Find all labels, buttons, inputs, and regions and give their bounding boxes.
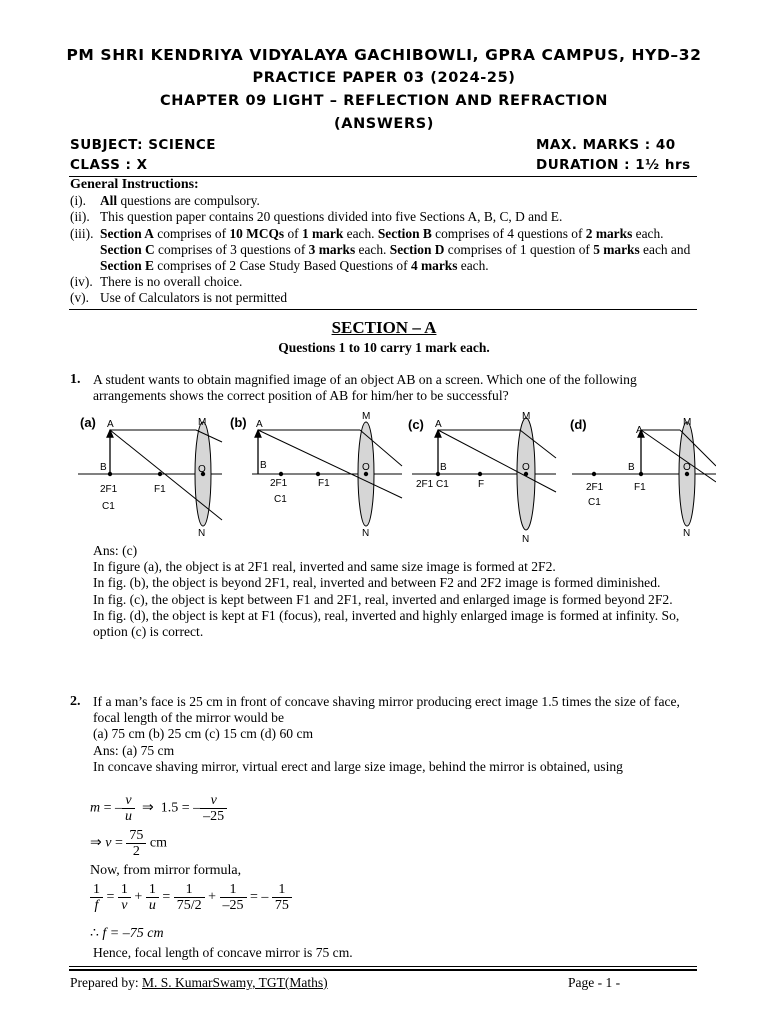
svg-text:2F1: 2F1 <box>416 479 434 490</box>
svg-text:B: B <box>628 462 635 473</box>
focal-length-result: ∴ f = –75 cm <box>90 926 164 941</box>
max-marks-label: MAX. MARKS : 40 <box>536 137 676 153</box>
duration-label: DURATION : 1½ hrs <box>536 157 691 173</box>
svg-text:N: N <box>683 528 691 539</box>
svg-text:B: B <box>260 460 267 471</box>
svg-text:N: N <box>198 528 206 539</box>
instructions-title: General Instructions: <box>70 177 199 192</box>
instruction-item: (v). Use of Calculators is not permitted <box>70 290 288 306</box>
answer-label: Ans: (c) <box>93 543 138 558</box>
explanation-line: In fig. (b), the object is beyond 2F1, real, inverted and between F2 and 2F2 image is formed diminished. <box>93 575 661 591</box>
explanation-line: In fig. (d), the object is kept at F1 (focus), real, inverted and highly enlarged image is formed at infinity. So, option (c) is correct. <box>93 607 680 640</box>
label-c: (c) <box>408 417 424 432</box>
image-distance-formula: ⇒ v = $\frac{75}{2}$ cm <box>90 828 167 859</box>
mirror-formula: $\frac{1}{f}$ = $\frac{1}{v}$ + $\frac{1}{u}$ = $\frac{1}{75/2}$ + $\frac{1}{-25}$ = – $\frac{1}{75}$ <box>90 882 292 913</box>
svg-text:B: B <box>100 462 107 473</box>
svg-text:C1: C1 <box>274 494 287 505</box>
answers-label: (ANSWERS) <box>334 116 434 132</box>
label-b: (b) <box>230 415 247 430</box>
svg-text:2F1: 2F1 <box>100 484 118 495</box>
svg-text:C1: C1 <box>436 479 449 490</box>
svg-text:A: A <box>435 419 442 430</box>
svg-text:B: B <box>440 462 447 473</box>
svg-text:N: N <box>522 534 530 544</box>
paper-title: PRACTICE PAPER 03 (2024-25) <box>252 70 516 86</box>
school-name: PM SHRI KENDRIYA VIDYALAYA GACHIBOWLI, GPRA CAMPUS, HYD–32 <box>66 46 702 64</box>
mirror-formula-label: Now, from mirror formula, <box>90 863 242 878</box>
footer-rule-thick <box>69 969 697 971</box>
chapter-title: CHAPTER 09 LIGHT – REFLECTION AND REFRACTION <box>160 93 608 109</box>
svg-text:N: N <box>362 528 370 539</box>
svg-text:M: M <box>362 411 371 422</box>
diagram-c <box>408 411 556 544</box>
instruction-item: (i). All questions are compulsory. <box>70 193 260 209</box>
q2-conclusion: Hence, focal length of concave mirror is 75 cm. <box>93 945 353 960</box>
svg-text:C1: C1 <box>102 501 115 512</box>
svg-text:M: M <box>522 411 531 422</box>
question-number: 2. <box>70 694 81 709</box>
magnification-formula: m = – $\frac{v}{u}$ ⇒ 1.5 = – $\frac{v}{-25}$ <box>90 793 227 824</box>
general-instructions <box>70 177 696 307</box>
instructions-divider <box>69 309 697 310</box>
question-number: 1. <box>70 372 81 387</box>
diagram-d <box>570 417 716 539</box>
svg-text:F1: F1 <box>318 478 330 489</box>
svg-text:O: O <box>522 462 530 473</box>
instruction-item: (ii). This question paper contains 20 questions divided into five Sections A, B, C, D and E. <box>70 209 563 225</box>
explanation-line: In concave shaving mirror, virtual erect and large size image, behind the mirror is obtained, using <box>93 758 623 774</box>
diagram-a <box>78 415 222 539</box>
q1-answer-block <box>93 543 683 640</box>
diagram-b <box>230 411 402 539</box>
label-d: (d) <box>570 417 587 432</box>
instruction-item: (iv). There is no overall choice. <box>70 274 243 290</box>
author-name: M. S. KumarSwamy, TGT(Maths) <box>141 975 328 990</box>
section-title: SECTION – A <box>331 318 437 337</box>
svg-text:C1: C1 <box>588 497 601 508</box>
svg-text:O: O <box>362 462 370 473</box>
svg-text:2F1: 2F1 <box>270 478 288 489</box>
options-line: (a) 75 cm (b) 25 cm (c) 15 cm (d) 60 cm <box>93 726 314 742</box>
lens-diagram-figure <box>76 408 716 544</box>
svg-text:F1: F1 <box>634 482 646 493</box>
question-text: A student wants to obtain magnified image of an object AB on a screen. Which one of the following arrangements shows the correct position of AB for him/her to be successful? <box>93 372 637 404</box>
subject-label: SUBJECT: SCIENCE <box>70 137 216 153</box>
footer-rule <box>69 966 697 967</box>
svg-text:2F1: 2F1 <box>586 482 604 493</box>
answer-label: Ans: (a) 75 cm <box>93 742 175 758</box>
instruction-item: (iii). Section A comprises of 10 MCQs of 1 mark each. Section B comprises of 4 questions of 2 marks each. Section C comprises of 3 questions of 3 marks each. Section D comprises of 1 question of 5 marks each and Section E comprises of 2 Case Study Based Questions of 4 marks each. <box>70 225 691 274</box>
svg-text:F1: F1 <box>154 484 166 495</box>
explanation-line: In fig. (c), the object is kept between F1 and 2F1, real, inverted and enlarged image is formed beyond 2F2. <box>93 591 673 607</box>
explanation-line: In figure (a), the object is at 2F1 real, inverted and same size image is formed at 2F2. <box>93 559 556 575</box>
svg-text:O: O <box>683 462 691 473</box>
svg-text:O: O <box>198 464 206 475</box>
question-text: If a man’s face is 25 cm in front of concave shaving mirror producing erect image 1.5 times the size of face, focal length of the mirror would be (a) 75 cm (b) 25 cm (c) 15 cm (d) 60 cm Ans: (a) 75 cm In concave shaving mirror, virtual erect and large size image, behind the mirror is obtained, using <box>93 694 683 775</box>
page-number: Page - 1 - <box>568 975 621 990</box>
label-a: (a) <box>80 415 96 430</box>
svg-text:F: F <box>478 479 485 490</box>
class-label: CLASS : X <box>70 157 148 173</box>
prepared-by: Prepared by: M. S. KumarSwamy, TGT(Maths) <box>70 975 328 990</box>
svg-text:A: A <box>107 419 114 430</box>
svg-text:M: M <box>683 417 692 428</box>
svg-text:M: M <box>198 417 207 428</box>
section-subtitle: Questions 1 to 10 carry 1 mark each. <box>278 340 490 355</box>
svg-text:A: A <box>256 419 263 430</box>
svg-text:A: A <box>636 425 643 436</box>
